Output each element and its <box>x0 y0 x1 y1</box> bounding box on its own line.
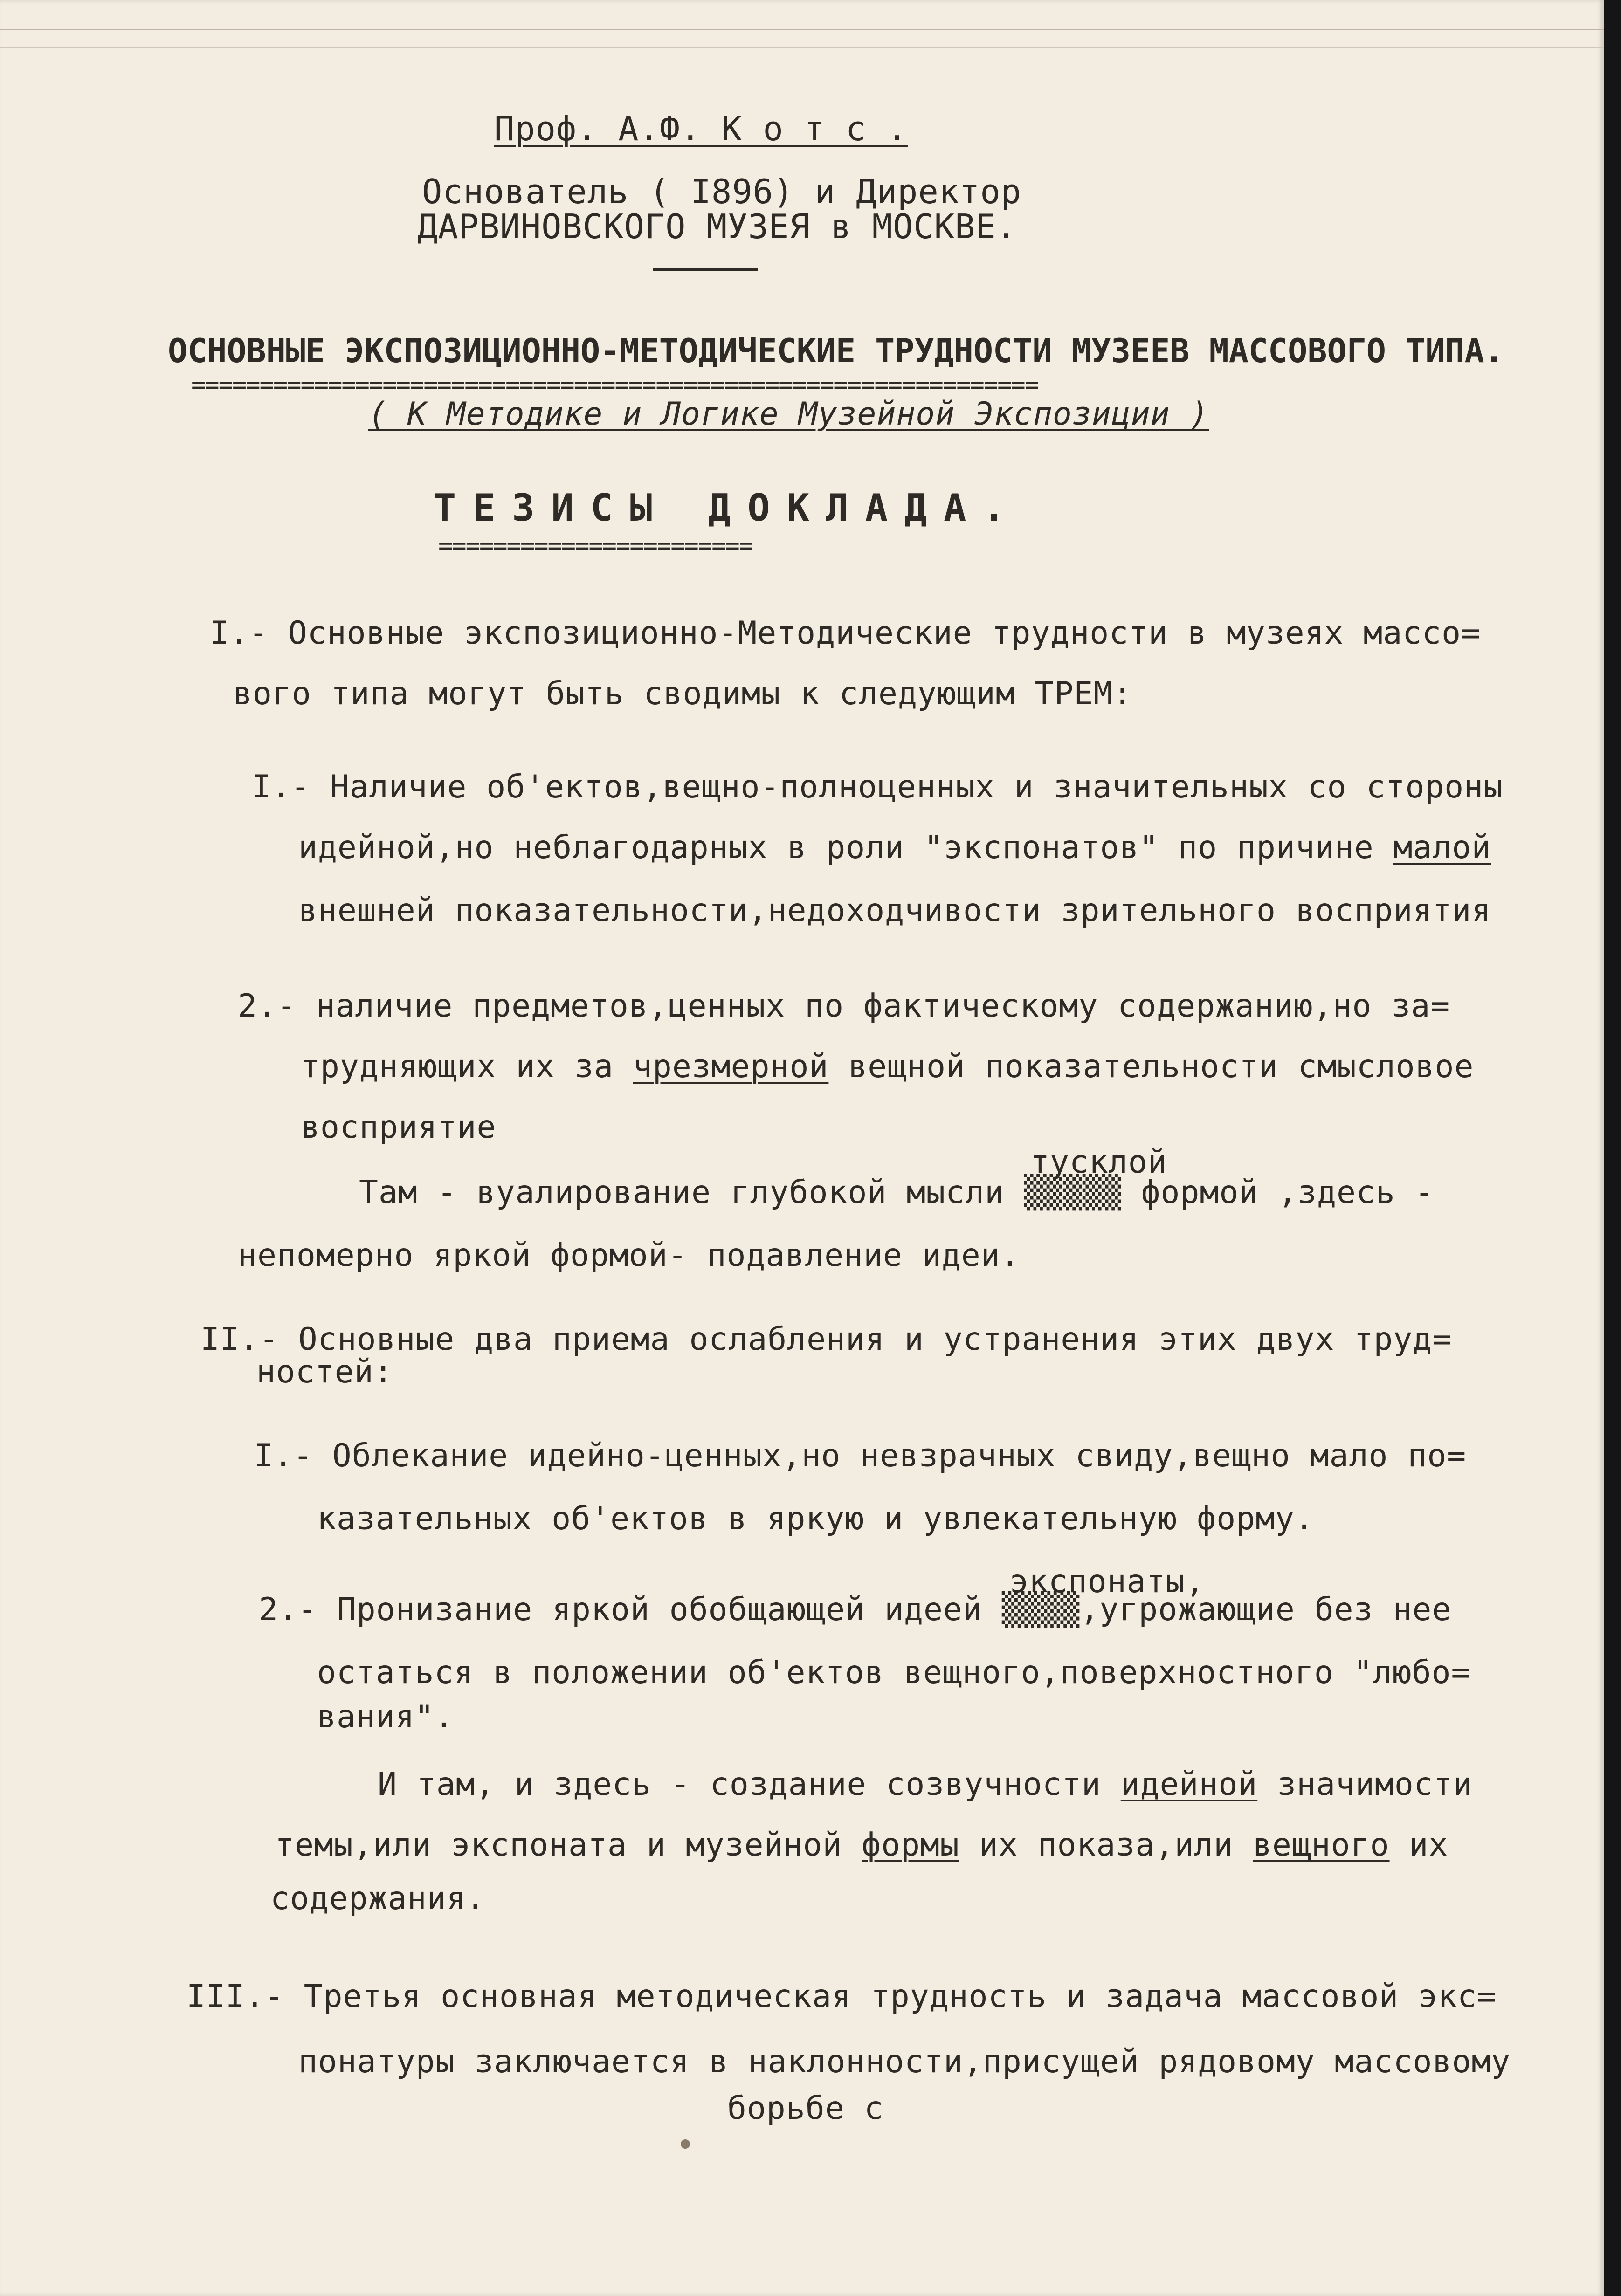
section-1-line-1: I.- Основные экспозиционно-Методические трудности в музеях массо= <box>210 615 1481 652</box>
section-1-item-1-line-2 <box>298 829 1491 866</box>
text-segment: темы,или экспоната и музейной <box>275 1827 862 1863</box>
subtitle-founder: Основатель ( I896) и Директор <box>422 172 1022 211</box>
section-2-paragraph-line-3: содержания. <box>270 1880 486 1917</box>
theses-heading: ТЕЗИСЫ ДОКЛАДА. <box>434 486 1022 529</box>
underlined-word: малой <box>1393 829 1491 866</box>
text-segment: И там, и здесь - создание созвучности <box>378 1766 1121 1803</box>
text-segment: трудняющих их за <box>301 1048 633 1085</box>
underlined-word: идейной <box>1120 1766 1258 1803</box>
section-2-item-1-line-1: I.- Облекание идейно-ценных,но невзрачных свиду,вещно мало по= <box>254 1437 1467 1474</box>
text-segment: значимости <box>1257 1766 1473 1803</box>
text-segment: вещной показательности смысловое <box>828 1048 1474 1085</box>
title-double-underline: ============================================================== <box>191 373 1039 397</box>
text-segment: идейной,но неблагодарных в роли "экспонатов" по причине <box>298 829 1393 866</box>
header-divider <box>653 268 758 271</box>
document-title: ОСНОВНЫЕ ЭКСПОЗИЦИОННО-МЕТОДИЧЕСКИЕ ТРУДНОСТИ МУЗЕЕВ МАССОВОГО ТИПА. <box>168 332 1504 370</box>
page-edge-line <box>0 47 1604 48</box>
section-2-item-2-line-3: вания". <box>317 1698 454 1735</box>
section-2-item-2-line-2: остаться в положении об'ектов вещного,поверхностного "любо= <box>317 1654 1471 1691</box>
section-3-line-3: борьбе с <box>727 2090 884 2127</box>
section-2-item-1-line-2: казательных об'ектов в яркую и увлекательную форму. <box>317 1500 1314 1537</box>
section-2-paragraph-line-2 <box>275 1829 1448 1861</box>
section-2-line-2: ностей: <box>256 1354 393 1390</box>
section-1-item-1-line-1: I.- Наличие об'ектов,вещно-полноценных и значительных со стороны <box>252 769 1504 805</box>
section-1-paragraph-line-2: непомерно яркой формой- подавление идеи. <box>238 1237 1020 1274</box>
subtitle-museum: ДАРВИНОВСКОГО МУЗЕЯ в МОСКВЕ. <box>417 207 1017 246</box>
text-segment: их показа,или <box>959 1827 1253 1863</box>
page-edge-line <box>0 29 1604 30</box>
underlined-word: вещного <box>1252 1827 1390 1863</box>
text-segment: их <box>1389 1827 1449 1863</box>
section-3-line-2: понатуры заключается в наклонности,присущей рядовому массовому <box>298 2043 1511 2080</box>
underlined-word: формы <box>862 1827 959 1863</box>
inserted-word: экспонаты, <box>1009 1563 1205 1600</box>
section-2-paragraph-line-1 <box>378 1766 1473 1803</box>
section-1-item-2-line-1: 2.- наличие предметов,ценных по фактическому содержанию,но за= <box>238 988 1450 1024</box>
theses-double-underline: ======================= <box>438 534 753 558</box>
section-1-line-2: вого типа могут быть сводимы к следующим ТРЕМ: <box>233 675 1133 712</box>
section-1-paragraph-line-1: Там - вуалирование глубокой мысли ▒▒▒▒▒ формой ,здесь - <box>359 1174 1435 1211</box>
inserted-word: тусклой <box>1030 1144 1167 1181</box>
section-3-line-1: III.- Третья основная методическая трудность и задача массовой экс= <box>186 1978 1497 2015</box>
section-2-item-2-line-1: 2.- Пронизание яркой обобщающей идеей ▒▒▒▒,угрожающие без нее <box>259 1591 1452 1628</box>
underlined-word: чрезмерной <box>633 1048 829 1085</box>
paper-blemish <box>681 2139 690 2149</box>
section-2-line-1: II.- Основные два приема ослабления и устранения этих двух труд= <box>200 1321 1452 1358</box>
section-1-item-2-line-2 <box>301 1048 1474 1085</box>
section-1-item-2-line-3: восприятие <box>301 1109 497 1146</box>
author-line: Проф. А.Ф. К о т с . <box>494 109 908 148</box>
document-subtitle: ( К Методике и Логике Музейной Экспозиции ) <box>368 396 1209 433</box>
section-1-item-1-line-3: внешней показательности,недоходчивости зрительного восприятия <box>298 892 1491 929</box>
